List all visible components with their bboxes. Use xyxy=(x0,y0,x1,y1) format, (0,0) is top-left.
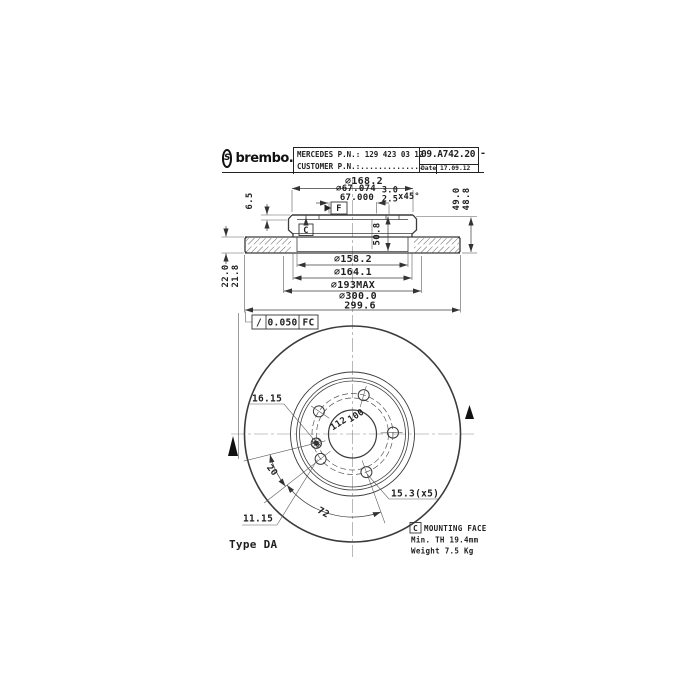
dim-angle-20: 20 xyxy=(264,463,280,479)
type-label: Type DA xyxy=(229,538,278,551)
mercedes-pn: MERCEDES P.N.: 129 423 03 12 xyxy=(297,150,424,159)
mounting-face-label: MOUNTING FACE xyxy=(424,524,487,533)
dim-bore-min: 67.000 xyxy=(339,193,375,203)
vent-hatch-right-top xyxy=(414,238,459,244)
flatness-ref: FC xyxy=(302,317,315,329)
weight-label: Weight 7.5 Kg xyxy=(411,546,474,556)
dim-chamfer-angle: x45° xyxy=(398,192,420,202)
section-arrow-left-icon xyxy=(228,436,238,456)
dim-158: ∅158.2 xyxy=(334,254,372,265)
vent-hatch-left-top xyxy=(246,238,291,244)
dim-164: ∅164.1 xyxy=(334,267,372,278)
dim-50-8: 50.8 xyxy=(372,222,383,246)
dim-holes: 15.3(x5) xyxy=(391,488,440,500)
brembo-wordmark: brembo. xyxy=(235,150,294,166)
date-value: 17.09.12 xyxy=(440,165,471,172)
dim-chamfer-max: 3.0 xyxy=(381,185,399,196)
datum-f-arrow-icon xyxy=(325,205,332,212)
section-arrow-right-icon xyxy=(465,405,474,419)
dim-angle-72: 72 xyxy=(315,505,332,521)
dim-168: ∅168.2 xyxy=(345,176,383,187)
dim-48-8: 48.8 xyxy=(462,187,472,211)
vent-hatch-right-bottom xyxy=(414,247,459,253)
flatness-value: 0.050 xyxy=(267,317,298,329)
revision-dash: - xyxy=(480,148,487,159)
dim-6-5: 6.5 xyxy=(245,192,255,210)
datum-c-label: C xyxy=(303,226,309,236)
dim-bore-max: ∅67.074 xyxy=(335,184,377,194)
dim-pcd-112: 112 xyxy=(328,415,349,434)
catalog-number: 09.A742.20 xyxy=(421,149,476,160)
datum-f-label: F xyxy=(336,204,342,214)
dim-49-0: 49.0 xyxy=(452,187,462,211)
dim-300: ∅300.0 xyxy=(339,291,377,302)
dim-21-8: 21.8 xyxy=(231,264,241,288)
dim-pcd-100: 100 xyxy=(346,407,367,426)
date-label: Date xyxy=(421,165,437,172)
brembo-roundel-icon: S xyxy=(222,149,232,168)
vent-hatch-left-bottom xyxy=(246,247,291,253)
customer-pn: CUSTOMER P.N.:.............. xyxy=(297,161,424,171)
dim-11-15: 11.15 xyxy=(243,513,274,525)
dim-193: ∅193MAX xyxy=(330,280,376,291)
mounting-datum-label: C xyxy=(412,524,419,533)
min-th-label: Min. TH 19.4mm xyxy=(411,535,479,545)
flatness-symbol-icon: / xyxy=(255,317,263,329)
dim-299: 299.6 xyxy=(344,300,376,312)
front-view xyxy=(228,326,487,556)
dim-chamfer-min: 2.5 xyxy=(381,194,399,205)
dim-22-0: 22.0 xyxy=(221,264,231,288)
dim-16-15: 16.15 xyxy=(252,393,283,405)
